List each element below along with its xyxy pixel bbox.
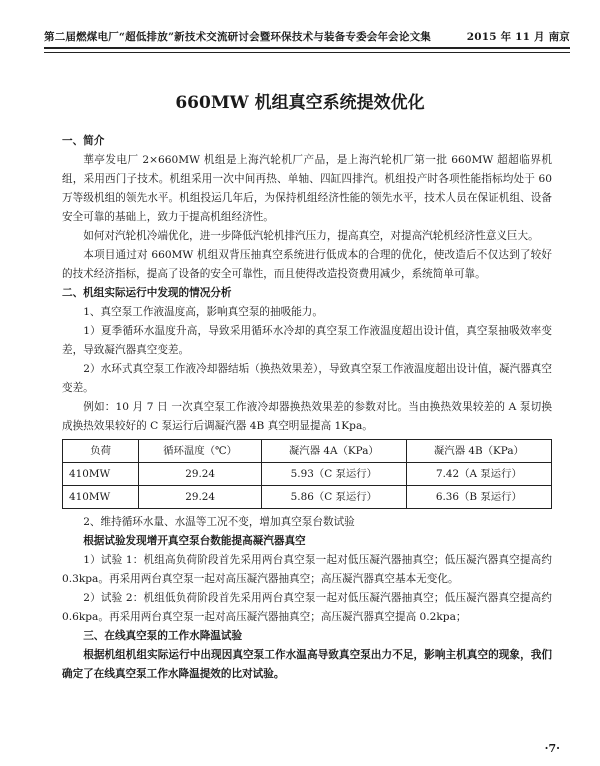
header-rule bbox=[44, 52, 570, 53]
paragraph: 根据机组机组实际运行中出现因真空泵工作水温高导致真空泵出力不足，影响主机真空的现象，我们确定了在线真空泵工作水降温提效的比对试验。 bbox=[62, 649, 552, 680]
table-cell: 7.42（A 泵运行） bbox=[406, 463, 551, 486]
table-header-cell: 凝汽器 4A（KPa） bbox=[261, 440, 406, 463]
table-cell: 29.24 bbox=[139, 486, 262, 509]
paragraph: 1、真空泵工作液温度高，影响真空泵的抽吸能力。 bbox=[83, 306, 323, 318]
paragraph: 2）试验 2：机组低负荷阶段首先采用两台真空泵一起对低压凝汽器抽真空；低压凝汽器真空提高约 0.6kpa。再采用两台真空泵一起对高压凝汽器抽真空；高压凝汽器真空提高 0.2kpa； bbox=[62, 592, 552, 623]
table-header-cell: 循环温度（℃） bbox=[139, 440, 262, 463]
data-table bbox=[62, 439, 552, 509]
table-cell: 29.24 bbox=[139, 463, 262, 486]
table-cell: 410MW bbox=[63, 463, 139, 486]
paragraph: 如何对汽轮机冷端优化，进一步降低汽轮机排汽压力，提高真空，对提高汽轮机经济性意义巨大。 bbox=[83, 230, 539, 242]
table-header-cell: 凝汽器 4B（KPa） bbox=[406, 440, 551, 463]
section-heading-intro: 一、简介 bbox=[62, 135, 105, 147]
header-conference: 第二届燃煤电厂“超低排放”新技术交流研讨会暨环保技术与装备专委会年会论文集 bbox=[44, 31, 431, 43]
table-row bbox=[63, 463, 552, 486]
table-cell: 410MW bbox=[63, 486, 139, 509]
table-cell: 6.36（B 泵运行） bbox=[406, 486, 551, 509]
section-heading-analysis: 二、机组实际运行中发现的情况分析 bbox=[62, 287, 232, 299]
paragraph: 1）试验 1：机组高负荷阶段首先采用两台真空泵一起对低压凝汽器抽真空；低压凝汽器真空提高约 0.3kpa。再采用两台真空泵一起对高压凝汽器抽真空；高压凝汽器真空基本无变化。 bbox=[62, 554, 552, 585]
paragraph: 本项目通过对 660MW 机组双背压抽真空系统进行低成本的合理的优化，使改造后不仅达到了较好的技术经济指标，提高了设备的安全可靠性，而且使得改造投资费用减少，系统简单可靠。 bbox=[62, 249, 552, 280]
paragraph: 華亭发电厂 2×660MW 机组是上海汽轮机厂产品，是上海汽轮机厂第一批 660MW 超超临界机组，采用西门子技术。机组采用一次中间再热、单轴、四缸四排汽。机组投产时各项性能指标均处于 60 万等级机组的领先水平。机组投运几年后，为保持机组经济性能的领先水平，技术人员在保证机组、设备安全可靠的基础上，致力于提高机组经济性。 bbox=[62, 154, 552, 223]
table-cell: 5.93（C 泵运行） bbox=[261, 463, 406, 486]
table-row bbox=[63, 486, 552, 509]
paragraph: 根据试验发现增开真空泵台数能提高凝汽器真空 bbox=[83, 535, 306, 547]
paragraph: 例如：10 月 7 日 一次真空泵工作液冷却器换热效果差的参数对比。当由换热效果较差的 A 泵切换成换热效果较好的 C 泵运行后调凝汽器 4B 真空明显提高 1Kpa。 bbox=[62, 401, 552, 432]
section-heading-cooling-test: 三、在线真空泵的工作水降温试验 bbox=[83, 630, 243, 642]
running-header bbox=[44, 24, 570, 49]
paragraph: 2）水环式真空泵工作液冷却器结垢（换热效果差），导致真空泵工作液温度超出设计值，凝汽器真空变差。 bbox=[62, 363, 552, 394]
paper-body bbox=[62, 132, 552, 684]
table-header-cell: 负荷 bbox=[63, 440, 139, 463]
paragraph: 2、维持循环水量、水温等工况不变，增加真空泵台数试验 bbox=[83, 516, 355, 528]
header-date: 2015 年 11 月 南京 bbox=[466, 31, 570, 43]
table-header-row bbox=[63, 440, 552, 463]
paragraph: 1）夏季循环水温度升高，导致采用循环水冷却的真空泵工作液温度超出设计值，真空泵抽吸效率变差，导致凝汽器真空变差。 bbox=[62, 325, 552, 356]
page-number: ·7· bbox=[544, 742, 560, 755]
paper-title: 660MW 机组真空系统提效优化 bbox=[175, 93, 425, 113]
table-cell: 5.86（C 泵运行） bbox=[261, 486, 406, 509]
